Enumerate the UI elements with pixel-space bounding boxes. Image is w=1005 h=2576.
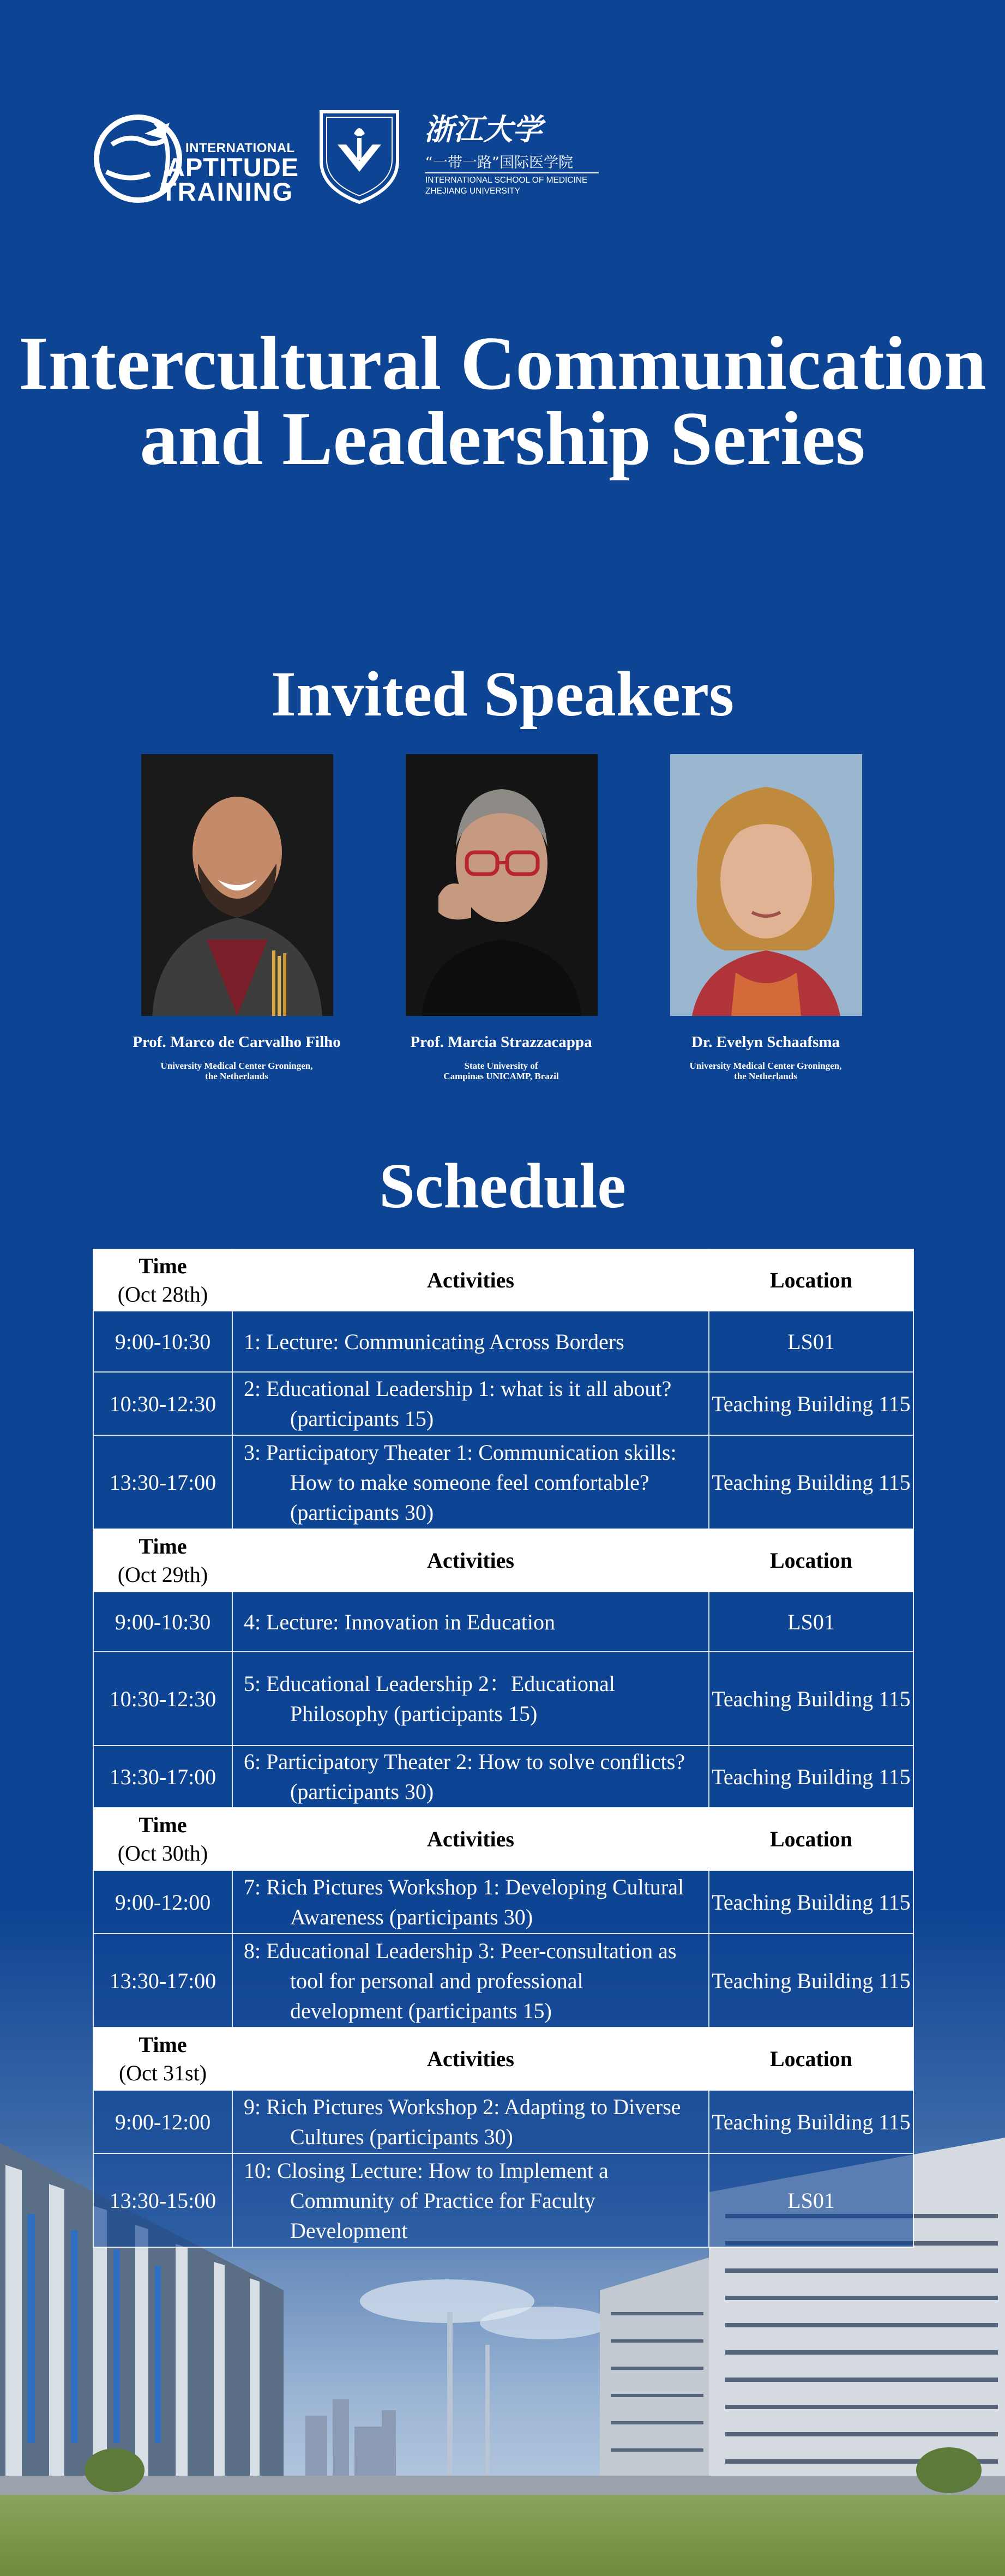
location-header: Location <box>709 1808 913 1870</box>
speaker-name: Dr. Evelyn Schaafsma <box>691 1033 840 1051</box>
time-label: Time <box>139 2032 187 2057</box>
time-cell: 9:00-12:00 <box>93 2090 232 2153</box>
schedule-heading: Schedule <box>379 1150 626 1221</box>
speaker-affiliation: University Medical Center Groningen, the Netherlands <box>689 1061 842 1081</box>
speaker-photo <box>141 754 333 1016</box>
time-label: Time <box>139 1253 187 1278</box>
speaker-name: Prof. Marco de Carvalho Filho <box>133 1033 341 1051</box>
zju-english-line2: ZHEJIANG UNIVERSITY <box>425 186 520 196</box>
time-header-cell <box>93 2027 232 2090</box>
day-header-row <box>93 1529 913 1592</box>
time-cell: 13:30-17:00 <box>93 1435 232 1529</box>
activities-header: Activities <box>232 2027 709 2090</box>
time-cell: 13:30-15:00 <box>93 2153 232 2247</box>
zhejiang-university-logo <box>424 112 604 202</box>
location-cell: Teaching Building 115 <box>709 1746 913 1808</box>
activity-cell <box>232 2090 709 2153</box>
activity-text: 7: Rich Pictures Workshop 1: Developing Cultural Awareness (participants 30) <box>244 1875 684 1929</box>
location-cell: Teaching Building 115 <box>709 1435 913 1529</box>
page-title: Intercultural Communication and Leadership Series <box>19 321 986 481</box>
table-row <box>93 1934 913 2027</box>
activity-text: 4: Lecture: Innovation in Education <box>244 1609 555 1634</box>
time-label: Time <box>139 1533 187 1558</box>
table-row <box>93 1746 913 1808</box>
location-cell: LS01 <box>709 2153 913 2247</box>
speaker-affiliation: State University of Campinas UNICAMP, Brazil <box>443 1061 559 1081</box>
activity-text: 5: Educational Leadership 2：Educational Philosophy (participants 15) <box>244 1671 615 1726</box>
aptitude-training-logo <box>90 106 297 210</box>
time-cell: 13:30-17:00 <box>93 1746 232 1808</box>
activity-text: 10: Closing Lecture: How to Implement a Community of Practice for Faculty Development <box>244 2158 609 2243</box>
activity-cell <box>232 1592 709 1652</box>
date-label: (Oct 31st) <box>118 2060 207 2085</box>
logo-text-aptitude: APTITUDE <box>166 153 299 182</box>
medical-school-seal-logo <box>318 106 401 204</box>
activity-cell <box>232 1435 709 1529</box>
time-label: Time <box>139 1812 187 1837</box>
activity-text: 3: Participatory Theater 1: Communication skills: How to make someone feel comfortable? (participants 30) <box>244 1440 677 1525</box>
location-cell: Teaching Building 115 <box>709 1652 913 1746</box>
date-label: (Oct 30th) <box>117 1840 208 1865</box>
table-row <box>93 1372 913 1435</box>
activity-cell <box>232 1870 709 1934</box>
location-cell: Teaching Building 115 <box>709 1870 913 1934</box>
time-cell: 9:00-12:00 <box>93 1870 232 1934</box>
activity-text: 6: Participatory Theater 2: How to solve conflicts? (participants 30) <box>244 1749 685 1804</box>
speaker-photo <box>670 754 862 1016</box>
location-header: Location <box>709 1249 913 1311</box>
activities-header: Activities <box>232 1808 709 1870</box>
table-row <box>93 1652 913 1746</box>
activity-cell <box>232 1934 709 2027</box>
zju-english-line1: INTERNATIONAL SCHOOL OF MEDICINE <box>425 176 588 185</box>
location-cell: LS01 <box>709 1592 913 1652</box>
day-header-row <box>93 1249 913 1311</box>
location-cell: LS01 <box>709 1311 913 1372</box>
time-cell: 9:00-10:30 <box>93 1592 232 1652</box>
location-cell: Teaching Building 115 <box>709 1934 913 2027</box>
table-row <box>93 1435 913 1529</box>
location-header: Location <box>709 2027 913 2090</box>
location-cell: Teaching Building 115 <box>709 2090 913 2153</box>
logo-text-training: TRAINING <box>161 177 294 206</box>
table-row <box>93 2090 913 2153</box>
logo-text-international: INTERNATIONAL <box>185 141 295 155</box>
time-header-cell <box>93 1249 232 1311</box>
invited-speakers-heading: Invited Speakers <box>270 658 735 730</box>
activity-text: 1: Lecture: Communicating Across Borders <box>244 1329 624 1354</box>
table-row <box>93 1592 913 1652</box>
activity-cell <box>232 1311 709 1372</box>
day-header-row <box>93 1808 913 1870</box>
time-cell: 9:00-10:30 <box>93 1311 232 1372</box>
zju-divider <box>425 172 599 173</box>
activity-cell <box>232 1372 709 1435</box>
time-cell: 10:30-12:30 <box>93 1372 232 1435</box>
time-cell: 10:30-12:30 <box>93 1652 232 1746</box>
activity-text: 2: Educational Leadership 1: what is it all about? (participants 15) <box>244 1376 672 1431</box>
day-header-row <box>93 2027 913 2090</box>
activity-text: 9: Rich Pictures Workshop 2: Adapting to Diverse Cultures (participants 30) <box>244 2094 681 2149</box>
location-cell: Teaching Building 115 <box>709 1372 913 1435</box>
activities-header: Activities <box>232 1529 709 1592</box>
zju-calligraphy-text: 浙江大学 <box>424 112 542 147</box>
activity-cell <box>232 2153 709 2247</box>
activity-text: 8: Educational Leadership 3: Peer-consultation as tool for personal and professional development (participants 15) <box>244 1938 677 2023</box>
location-header: Location <box>709 1529 913 1592</box>
schedule-table <box>93 1249 914 2248</box>
table-row <box>93 1311 913 1372</box>
date-label: (Oct 29th) <box>117 1562 208 1587</box>
time-cell: 13:30-17:00 <box>93 1934 232 2027</box>
table-row <box>93 1870 913 1934</box>
activity-cell <box>232 1746 709 1808</box>
speaker-name: Prof. Marcia Strazzacappa <box>410 1033 592 1051</box>
activity-cell <box>232 1652 709 1746</box>
table-row <box>93 2153 913 2247</box>
zju-chinese-name: “一带一路”国际医学院 <box>425 154 573 171</box>
speaker-affiliation: University Medical Center Groningen, the Netherlands <box>160 1061 313 1081</box>
activities-header: Activities <box>232 1249 709 1311</box>
date-label: (Oct 28th) <box>117 1281 208 1307</box>
time-header-cell <box>93 1808 232 1870</box>
time-header-cell <box>93 1529 232 1592</box>
speaker-photo <box>406 754 598 1016</box>
